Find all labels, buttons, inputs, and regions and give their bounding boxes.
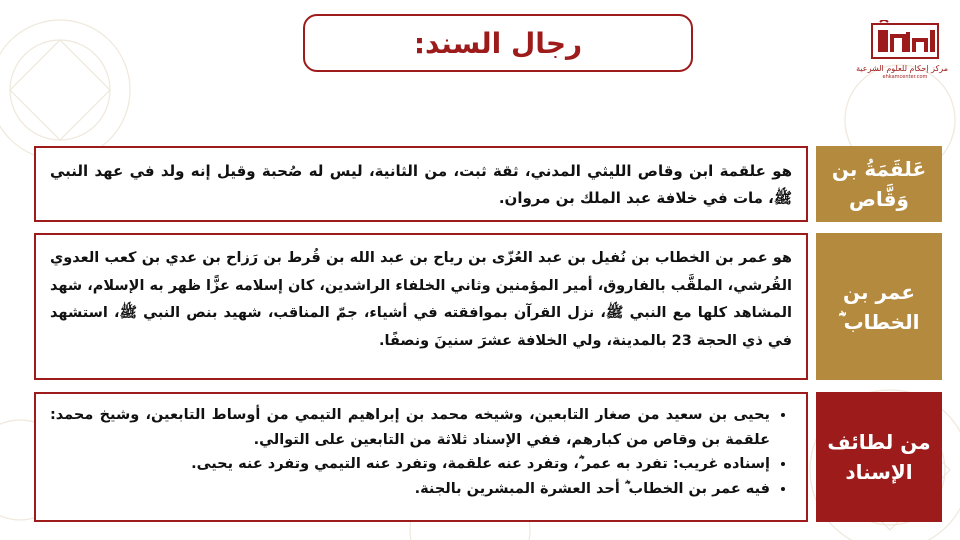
- list-item: • يحيى بن سعيد من صغار التابعين، وشيخه محمد بن إبراهيم التيمي من أوساط التابعين، وشيخ محمد: علقمة بن وقاص من كبارهم، ففي الإسناد ثلاثة من التابعين على التوالي.: [50, 403, 770, 452]
- narrator-label-alqama: [816, 146, 942, 222]
- slide-title: رجال السند:: [413, 26, 583, 60]
- narrator-name-umar: عمر بن الخطاب ؓ: [838, 279, 920, 334]
- isnad-subtleties-list: [50, 403, 792, 501]
- narrator-bio-umar: هو عمر بن الخطاب بن نُفيل بن عبد العُزّى بن رياح بن عبد الله بن قُرط بن رَزاح بن عدي بن كعب العدوي القُرشي، الملقَّب بالفاروق، أمير المؤمنين وثاني الخلفاء الراشدين، كان إسلامه عزًّا ظهر به الإسلام، شهد المشاهد كلها مع النبي ﷺ، نزل القرآن بموافقته في أشياء، جمّ المناقب، شهيد بنص النبي ﷺ، استشهد في ذي الحجة 23 بالمدينة، ولي الخلافة عشرَ سنينَ ونصفًا.: [34, 233, 808, 380]
- isnad-subtleties-content: [34, 392, 808, 522]
- isnad-subtleties-title: من لطائف الإسناد: [827, 430, 931, 484]
- narrator-label-umar: [816, 233, 942, 380]
- narrator-row-alqama: [34, 146, 942, 222]
- logo-mark-icon: [870, 20, 940, 62]
- list-item: • إسناده غريب: تفرد به عمر ؓ، وتفرد عنه علقمة، وتفرد عنه التيمي وتفرد عنه يحيى.: [50, 452, 770, 477]
- list-item: • فيه عمر بن الخطاب ؓ أحد العشرة المبشرين بالجنة.: [50, 477, 770, 502]
- logo: [856, 20, 948, 96]
- narrator-bio-alqama: هو علقمة ابن وقاص الليثي المدني، ثقة ثبت، من الثانية، ليس له صُحبة وقيل إنه ولد في عهد النبي ﷺ، مات في خلافة عبد الملك بن مروان.: [34, 146, 808, 222]
- narrator-row-umar: [34, 233, 942, 380]
- logo-name: مركز إحكام للعلوم الشرعية: [856, 64, 948, 73]
- slide-title-box: [303, 14, 693, 72]
- logo-url: ehkamcenter.com: [882, 74, 928, 80]
- narrator-name-alqama: عَلقَمَةُ بن وَقَّاص: [831, 157, 927, 211]
- isnad-subtleties-label: [816, 392, 942, 522]
- isnad-subtleties-row: [34, 392, 942, 522]
